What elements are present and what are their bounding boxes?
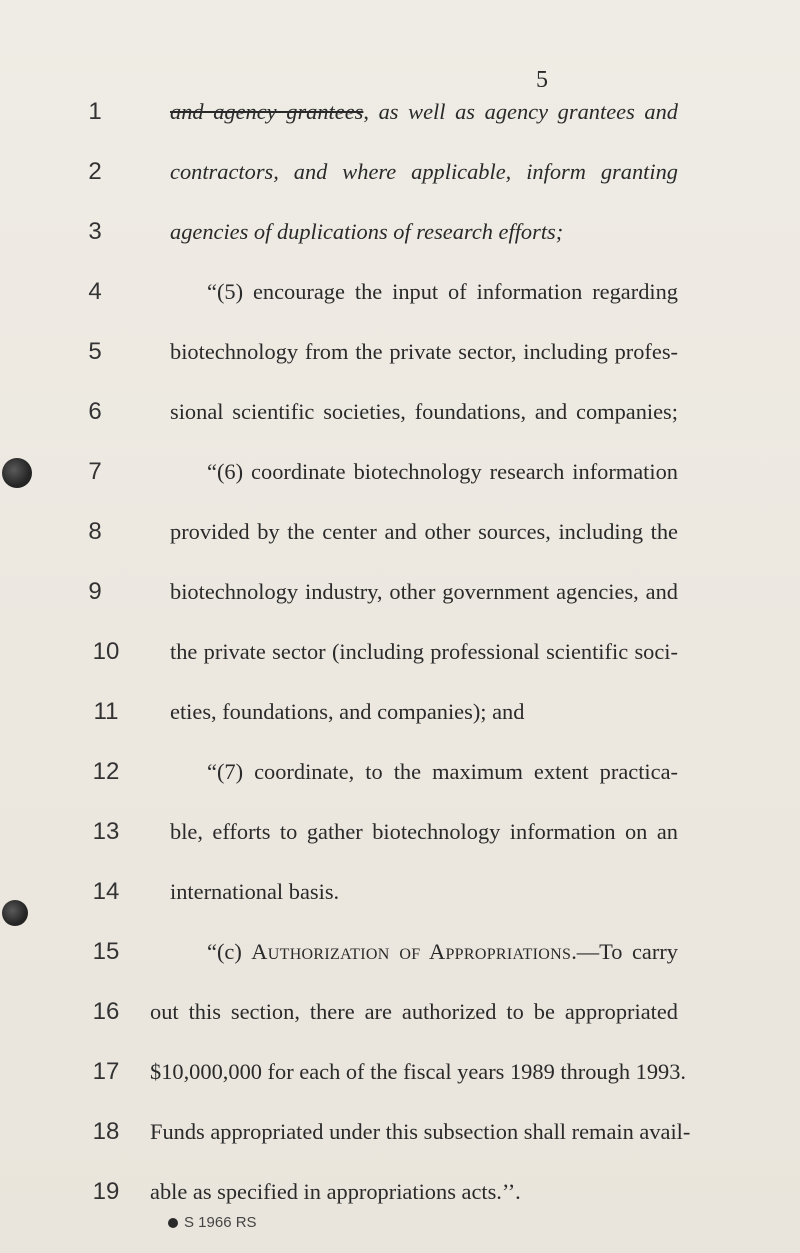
text-segment: international basis. [170,879,340,904]
text-segment: biotechnology from the private sector, including profes- [170,339,678,364]
text-segment: “(6) coordinate biotechnology research information [207,459,678,484]
line-text [170,694,678,730]
text-line [0,214,800,250]
text-segment: agencies of duplications of research efforts; [170,219,564,244]
footer-bill-id [168,1214,257,1231]
line-number: 15 [92,938,120,965]
line-text [207,274,678,310]
text-line [0,814,800,850]
text-segment: , [363,99,379,124]
text-line [0,94,800,130]
line-text [170,394,678,430]
line-text [170,874,678,910]
line-number: 17 [92,1058,120,1085]
text-line [0,694,800,730]
line-text [170,814,678,850]
text-line [0,514,800,550]
text-segment: Authorization of Appropriations [251,939,572,964]
line-number: 1 [88,98,102,125]
line-number: 9 [88,578,102,605]
line-text [207,454,678,490]
text-line [0,394,800,430]
text-line [0,754,800,790]
line-number: 6 [88,398,102,425]
line-number: 12 [92,758,120,785]
text-line [0,574,800,610]
line-text [150,1174,678,1210]
line-text [150,1054,686,1090]
text-segment: .—To carry [571,939,678,964]
text-segment: provided by the center and other sources, including the [170,519,678,544]
line-number: 5 [88,338,102,365]
text-segment: eties, foundations, and companies); and [170,699,525,724]
line-text [150,994,678,1030]
line-number: 13 [92,818,120,845]
line-text [170,334,678,370]
line-text [207,934,678,970]
line-number: 2 [88,158,102,185]
text-line [0,1174,800,1210]
footer-text: S 1966 RS [184,1214,257,1231]
text-segment: Funds appropriated under this subsection shall remain avail- [150,1119,691,1144]
text-line [0,154,800,190]
line-text [170,574,678,610]
text-segment: “(c) [207,939,252,964]
line-number: 8 [88,518,102,545]
text-line [0,274,800,310]
text-segment: the private sector (including professional scientific soci- [170,639,678,664]
line-number: 4 [88,278,102,305]
text-segment: biotechnology industry, other government agencies, and [170,579,678,604]
line-text [150,1114,691,1150]
text-segment: $10,000,000 for each of the fiscal years 1989 through 1993. [150,1059,686,1084]
text-line [0,994,800,1030]
text-segment: ble, efforts to gather biotechnology information on an [170,819,678,844]
footer-bullet-icon [168,1218,178,1228]
line-text [170,214,678,250]
struck-text: and agency grantees [170,99,364,124]
line-number: 18 [92,1118,120,1145]
page-number: 5 [536,67,548,93]
text-line [0,1114,800,1150]
text-segment: contractors, and where applicable, inform granting [170,159,678,184]
text-line [0,934,800,970]
line-text [170,154,678,190]
text-segment: sional scientific societies, foundations, and companies; [170,399,678,424]
text-segment: able as specified in appropriations acts.’’. [150,1179,521,1204]
text-segment: “(7) coordinate, to the maximum extent practica- [207,759,678,784]
line-text [170,634,678,670]
line-number: 3 [88,218,102,245]
text-line [0,454,800,490]
line-text [170,94,678,130]
text-line [0,634,800,670]
line-text [207,754,678,790]
line-number: 14 [92,878,120,905]
text-segment: out this section, there are authorized to be appropriated [150,999,678,1024]
line-number: 7 [88,458,102,485]
text-segment: as well as agency grantees and [378,99,679,124]
text-line [0,1054,800,1090]
line-number: 11 [93,698,119,725]
line-number: 16 [92,998,120,1025]
line-text [170,514,678,550]
line-number: 19 [92,1178,120,1205]
text-segment: “(5) encourage the input of information regarding [207,279,678,304]
text-line [0,874,800,910]
line-number: 10 [92,638,120,665]
text-line [0,334,800,370]
